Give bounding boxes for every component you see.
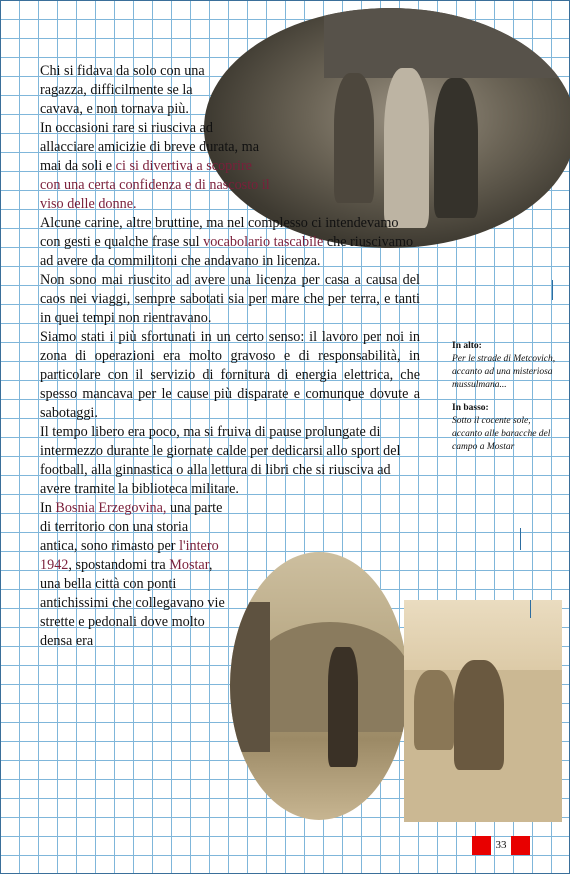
highlight-text: l'intero 1942 — [40, 538, 219, 573]
paragraph-3: Alcune carine, altre bruttine, ma nel complesso ci intendevamo con gesti e qualche frase sul vocabolario tascabile che riuscivamo ad avere da commilitoni che andavano in licenza. — [40, 215, 414, 269]
caption-bottom-title: In basso: — [452, 403, 489, 413]
paragraph-2: In occasioni rare si riusciva ad allacciare amicizie di breve durata, ma mai da soli e ci si divertiva a scoprire con una certa confidenza e di nascosto il viso delle donne. — [40, 120, 270, 212]
caption-top-text: Per le strade di Metcovich, accanto ad una misteriosa mussulmana... — [452, 354, 556, 390]
paragraph-7: In Bosnia Erzegovina, una parte di territorio con una storia antica, sono rimasto per l'intero 1942, spostandomi tra Mostar, una bella città con ponti antichissimi che collegavano vie strette e pedonali dove molto densa era — [40, 500, 225, 649]
highlight-text: ci si divertiva a scoprire con una certa confidenza e di nascosto il viso delle donne. — [40, 158, 270, 212]
highlight-text: Mostar — [169, 557, 209, 573]
caption-top-title: In alto: — [452, 341, 482, 351]
grid-tick — [552, 280, 553, 300]
page-number-box — [472, 835, 530, 855]
photo-bottom-right-rocks — [404, 600, 562, 822]
photo-standing-man — [328, 647, 358, 767]
highlight-text: vocabolario tascabile — [203, 234, 324, 250]
paragraph-5: Siamo stati i più sfortunati in un certo senso: il lavoro per noi in zona di operazioni era molto gravoso e di responsabilità, in particolare con il servizio di fornitura di energia elettrica, che spesso mancava per le cause più disparate e comunque dovute a sabotaggi. — [40, 329, 420, 421]
page-marker-right — [511, 836, 530, 855]
page-marker-left — [472, 836, 491, 855]
grid-tick — [530, 600, 531, 618]
paragraph-1: Chi si fidava da solo con una ragazza, difficilmente se la cavava, e non tornava più. — [40, 63, 205, 117]
photo-figure-soldier-right — [434, 78, 478, 218]
photo-barrack — [230, 602, 270, 752]
paragraph-4: Non sono mai riuscito ad avere una licenza per casa a causa del caos nei viaggi, sempre sabotati sia per mare che per terra, e tanti in quei tempi non rientravano. — [40, 272, 420, 326]
caption-bottom-text: Sotto il cocente sole, accanto alle baracche del campo a Mostar — [452, 416, 551, 452]
photo-bottom-left-camp — [230, 552, 408, 820]
body-text — [40, 62, 420, 651]
highlight-text: Bosnia Erzegovina, — [55, 500, 167, 516]
caption-block — [452, 340, 562, 464]
photo-seated-man — [454, 660, 504, 770]
page-number: 33 — [495, 839, 507, 851]
grid-tick — [520, 528, 521, 550]
photo-seated-man-left — [414, 670, 454, 750]
paragraph-6: Il tempo libero era poco, ma si fruiva di pause prolungate di intermezzo durante le giornate calde per dedicarsi allo sport del football, alla ginnastica o alla lettura di libri che si riusciva ad avere tramite la biblioteca militare. — [40, 424, 401, 497]
